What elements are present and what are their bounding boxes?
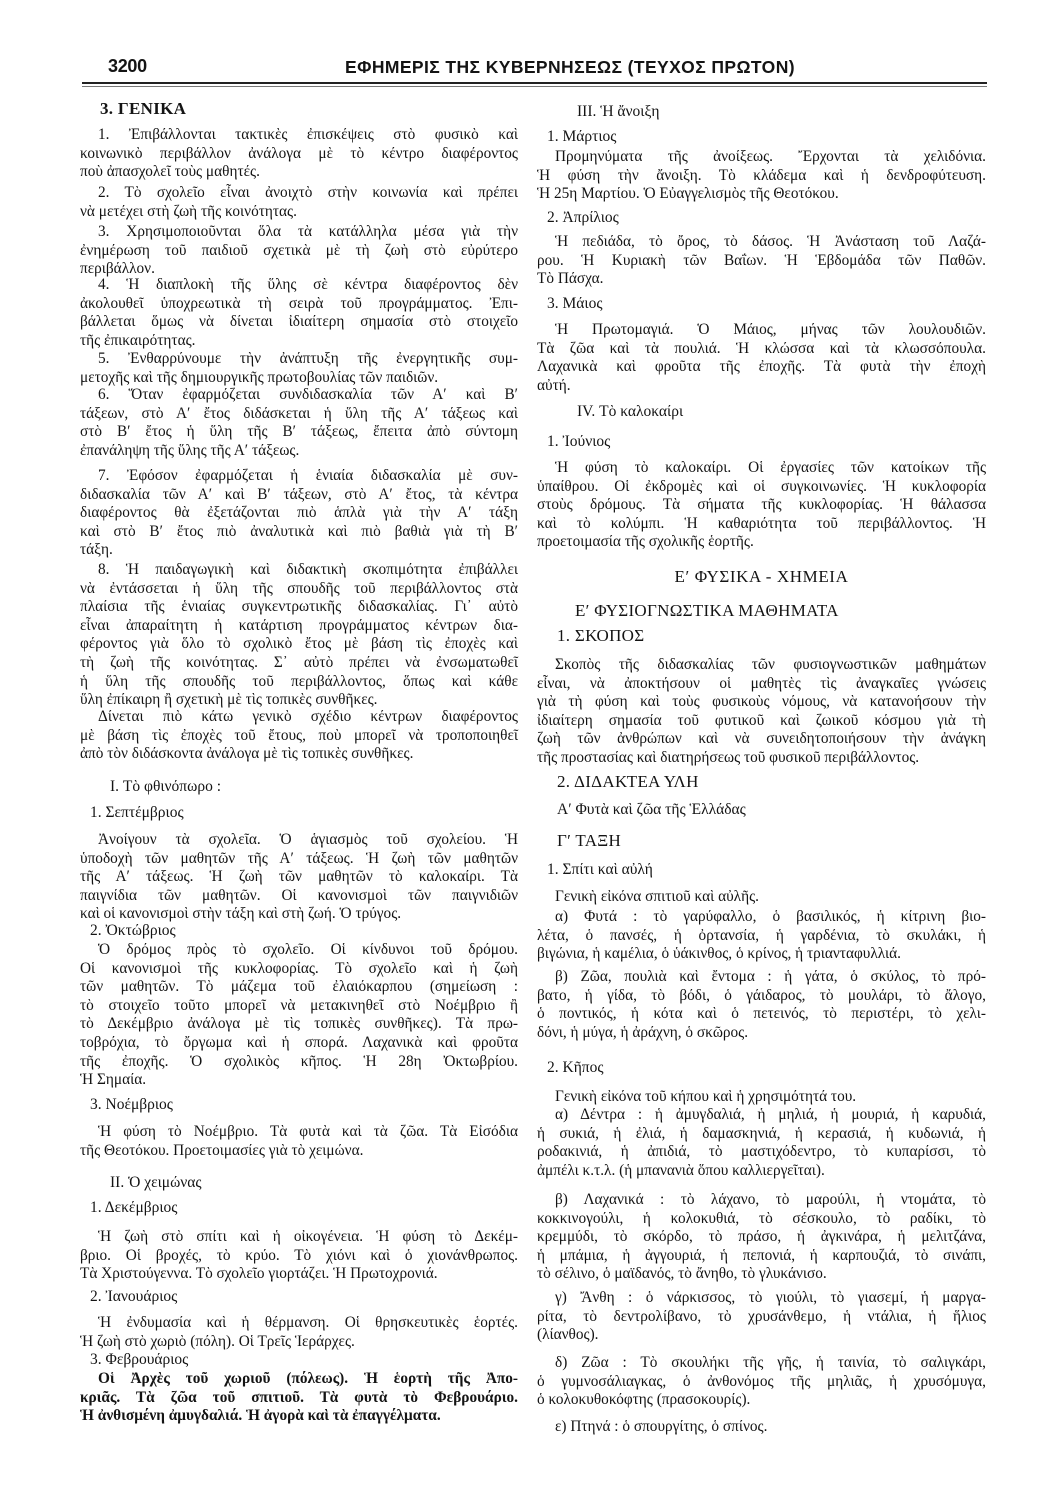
text-line: 2. Τὸ σχολεῖο εἶναι ἀνοιχτὸ στὴν κοινωνία καὶ πρέπει: [98, 184, 518, 201]
gazette-title: ΕΦΗΜΕΡΙΣ ΤΗΣ ΚΥΒΕΡΝΗΣΕΩΣ (ΤΕΥΧΟΣ ΠΡΩΤΟΝ): [345, 57, 795, 77]
text-line: Λαχανικὰ καὶ φροῦτα τῆς ἐποχῆς. Τὰ φυτὰ τὴν ἐποχὴ: [537, 358, 986, 376]
text-line: καὶ οἱ κανονισμοὶ στὴν τάξη καὶ στὴ ζωή. Ὁ τρύγος.: [80, 905, 402, 923]
june-text: [537, 459, 986, 552]
text-line: Ἡ ζωὴ στὸ χωριὸ (πόλη). Οἱ Τρεῖς Ἱεράρχες.: [80, 1332, 355, 1350]
month-heading-may: 3. Μάιος: [547, 295, 603, 312]
text-line: Γενικὴ εἰκόνα τοῦ κήπου καὶ ἡ χρησιμότητά του.: [555, 1088, 857, 1105]
aim-text: [537, 656, 986, 768]
text-line: ἰδιαίτερη σημασία τοῦ φυτικοῦ καὶ ζωικοῦ κόσμου γιὰ τὴ: [537, 711, 986, 729]
paragraph-3: [80, 223, 518, 279]
text-line: βιγώνια, ἡ καμέλια, ὁ ὑάκινθος, ὁ κρίνος, ἡ τριανταφυλλιά.: [537, 945, 901, 963]
april-text: [537, 233, 986, 289]
text-line: κριᾶς. Τὰ ζῶα τοῦ σπιτιοῦ. Τὰ φυτὰ τὸ Φεβρουάριο.: [80, 1388, 518, 1406]
text-line: τάξεων, στὸ Α′ ἔτος διδάσκεται ἡ ὕλη τῆς Α′ τάξεως καὶ: [80, 404, 518, 422]
october-text: [80, 941, 518, 1090]
text-line: Ἡ ζωὴ στὸ σπίτι καὶ ἡ οἰκογένεια. Ἡ φύση τὸ Δεκέμ-: [98, 1228, 518, 1245]
text-line: νὰ μετέχει στὴ ζωὴ τῆς κοινότητας.: [80, 202, 297, 220]
chapter-heading-natural-sciences: Ε′ ΦΥΣΙΟΓΝΩΣΤΙΚΑ ΜΑΘΗΜΑΤΑ: [575, 601, 839, 620]
text-line: προετοιμασία τῆς σχολικῆς ἑορτῆς.: [537, 533, 754, 551]
text-line: 8. Ἡ παιδαγωγικὴ καὶ διδακτικὴ σκοπιμότητα ἐπιβάλλει: [98, 561, 518, 578]
text-line: Ἡ Σημαία.: [80, 1071, 147, 1089]
december-text: [80, 1228, 518, 1284]
topic-heading-garden: 2. Κῆπος: [547, 1059, 604, 1076]
text-line: στοὺς δρόμους. Τὰ σήματα τῆς κυκλοφορίας. Ἡ θάλασσα: [537, 496, 986, 514]
text-line: μετοχῆς καὶ τῆς δημιουργικῆς πρωτοβουλίας τῶν παιδιῶν.: [80, 368, 439, 386]
text-line: ε) Πτηνά : ὁ σπουργίτης, ὁ σπίνος.: [555, 1418, 768, 1435]
text-line: ἡ ὕλη τῆς σπουδῆς τοῦ περιβάλλοντος, ὅπως καὶ κάθε: [80, 672, 518, 690]
text-line: τῆς Α′ τάξεως. Ἡ ζωὴ τῶν μαθητῶν τὸ καλοκαίρι. Τὰ: [80, 868, 518, 886]
text-line: γιὰ τὴ φύση καὶ τοὺς φυσικοὺς νόμους, νὰ κατανοήσουν τὴν: [537, 693, 986, 711]
garden-flowers: [537, 1289, 986, 1345]
text-line: Ἡ φύση τὸ καλοκαίρι. Οἱ ἐργασίες τῶν κατοίκων τῆς: [555, 459, 986, 476]
text-line: Προμηνύματα τῆς ἀνοίξεως. Ἔρχονται τὰ χελιδόνια.: [555, 148, 986, 165]
header-rule-thin: [82, 86, 987, 87]
september-text: [80, 831, 518, 924]
text-line: β) Λαχανικά : τὸ λάχανο, τὸ μαρούλι, ἡ ντομάτα, τὸ: [555, 1191, 986, 1208]
text-line: Ἡ 25η Μαρτίου. Ὁ Εὐαγγελισμὸς τῆς Θεοτόκου.: [537, 185, 839, 203]
month-heading-december: 1. Δεκέμβριος: [90, 1199, 178, 1216]
grade-heading: Γ′ ΤΑΞΗ: [557, 831, 622, 850]
garden-animals: [537, 1354, 986, 1410]
text-line: 1. Ἐπιβάλλονται τακτικὲς ἐπισκέψεις στὸ φυσικὸ καὶ: [98, 126, 518, 143]
text-line: ἐπανάληψη τῆς ὕλης τῆς Α′ τάξεως.: [80, 441, 300, 459]
paragraph-7: [80, 467, 518, 560]
text-line: Οἱ Ἀρχὲς τοῦ χωριοῦ (πόλεως). Ἡ ἑορτὴ τῆς Ἀπο-: [98, 1370, 518, 1387]
text-line: γ) Ἄνθη : ὁ νάρκισσος, τὸ γιούλι, τὸ γιασεμί, ἡ μαργα-: [555, 1289, 986, 1306]
text-line: εἶναι ἀπαραίτητη ἡ κατάρτιση προγράμματος κέντρων δια-: [80, 616, 518, 634]
garden-vegetables: [537, 1191, 986, 1284]
paragraph-1: [80, 126, 518, 182]
text-line: τῆς προστασίας καὶ διατηρήσεως τοῦ φυσικοῦ περιβάλλοντος.: [537, 748, 920, 766]
text-line: παιγνίδια τῶν μαθητῶν. Οἱ κανονισμοὶ τῶν παιγνιδιῶν: [80, 886, 518, 904]
text-line: διδασκαλία τῶν Α′ καὶ Β′ τάξεων, στὸ Α′ ἔτος, τὰ κέντρα: [80, 485, 518, 503]
text-line: μὲ βάση τὶς ἐποχὲς τοῦ ἔτους, ποὺ μπορεῖ νὰ τροποποιηθεῖ: [80, 726, 518, 744]
text-line: νὰ ἐντάσσεται ἡ ὕλη τῆς σπουδῆς τοῦ περιβάλλοντος στὰ: [80, 579, 518, 597]
paragraph-6: [80, 386, 518, 460]
text-line: Ἀνοίγουν τὰ σχολεῖα. Ὁ ἁγιασμὸς τοῦ σχολείου. Ἡ: [98, 831, 518, 848]
season-heading-summer: IV. Τὸ καλοκαίρι: [577, 403, 684, 420]
month-heading-february: 3. Φεβρουάριος: [90, 1351, 189, 1368]
text-line: ρου. Ἡ Κυριακὴ τῶν Βαΐων. Ἡ Ἑβδομάδα τῶν Παθῶν.: [537, 251, 986, 269]
season-heading-spring: III. Ἡ ἄνοιξη: [577, 103, 660, 120]
text-line: Οἱ κανονισμοὶ τῆς κυκλοφορίας. Τὸ σχολεῖο καὶ ἡ ζωὴ: [80, 959, 518, 977]
text-line: ὑπαίθρου. Οἱ ἐκδρομὲς καὶ οἱ συγκοινωνίες. Ἡ κυκλοφορία: [537, 477, 986, 495]
text-line: τοβρόχια, τὸ ὄργωμα καὶ ἡ σπορά. Λαχανικὰ καὶ φροῦτα: [80, 1033, 518, 1051]
house-intro: [537, 888, 986, 907]
house-plants: [537, 908, 986, 964]
text-line: ἀμπέλι κ.τ.λ. (ἡ μπανανιὰ ὅπου καλλιεργεῖται).: [537, 1161, 825, 1179]
text-line: λέτα, ὁ πανσές, ἡ ὀρτανσία, ἡ γαρδένια, τὸ σκυλάκι, ἡ: [537, 926, 986, 944]
text-line: ροδακινιά, ἡ ἀπιδιά, τὸ μαστιχόδεντρο, τὸ κυπαρίσσι, τὸ: [537, 1143, 986, 1161]
text-line: Ἡ ἐνδυμασία καὶ ἡ θέρμανση. Οἱ θρησκευτικὲς ἑορτές.: [98, 1314, 518, 1331]
text-line: εἶναι, νὰ ἀποκτήσουν οἱ μαθητὲς τὶς ἀναγκαῖες γνώσεις: [537, 674, 986, 692]
text-line: καὶ στὸ Β′ ἔτος πιὸ ἀναλυτικὰ καὶ πιὸ βαθιὰ γιὰ τὴ Β′: [80, 522, 518, 540]
paragraph-4: [80, 276, 518, 350]
month-heading-november: 3. Νοέμβριος: [90, 1096, 173, 1113]
text-line: βριο. Οἱ βροχές, τὸ κρύο. Τὸ χιόνι καὶ ὁ χιονάνθρωπος.: [80, 1246, 518, 1264]
text-line: τὸ Δεκέμβριο ἀνάλογα μὲ τὶς τοπικὲς συνθῆκες). Τὰ πρω-: [80, 1015, 518, 1033]
text-line: τῆς Θεοτόκου. Προετοιμασίες γιὰ τὸ χειμώνα.: [80, 1141, 364, 1159]
text-line: Ἡ φύση τὴν ἄνοιξη. Τὸ κλάδεμα καὶ ἡ δενδροφύτευση.: [537, 166, 986, 184]
text-line: τῶν μαθητῶν. Τὸ μάζεμα τοῦ ἐλαιόκαρπου (σημείωση :: [80, 978, 518, 996]
text-line: στὸ Β′ ἔτος ἡ ὕλη τῆς Β′ τάξεως, ἔπειτα ἀπὸ σύντομη: [80, 423, 518, 441]
text-line: α) Φυτά : τὸ γαρύφαλλο, ὁ βασιλικός, ἡ κίτρινη βιο-: [555, 908, 986, 925]
may-text: [537, 321, 986, 395]
text-line: Δίνεται πιὸ κάτω γενικὸ σχέδιο κέντρων διαφέροντος: [98, 708, 518, 725]
text-line: ὑποδοχὴ τῶν μαθητῶν τῆς Α′ τάξεως. Ἡ ζωὴ τῶν μαθητῶν: [80, 849, 518, 867]
month-heading-april: 2. Ἀπρίλιος: [547, 209, 619, 226]
text-line: 7. Ἐφόσον ἐφαρμόζεται ἡ ἑνιαία διδασκαλία μὲ συν-: [98, 467, 518, 484]
section-heading-syllabus: 2. ΔΙΔΑΚΤΕΑ ΥΛΗ: [557, 772, 699, 791]
subheading-plants-animals: Α′ Φυτὰ καὶ ζῶα τῆς Ἑλλάδας: [557, 801, 746, 818]
month-heading-january: 2. Ἰανουάριος: [90, 1288, 178, 1305]
topic-heading-house: 1. Σπίτι καὶ αὐλή: [547, 861, 653, 878]
text-line: (λίανθος).: [537, 1326, 599, 1344]
month-heading-october: 2. Ὀκτώβριος: [90, 922, 176, 939]
text-line: β) Ζῶα, πουλιὰ καὶ ἔντομα : ἡ γάτα, ὁ σκύλος, τὸ πρό-: [555, 968, 986, 985]
text-line: 3. Χρησιμοποιοῦνται ὅλα τὰ κατάλληλα μέσα γιὰ τὴν: [98, 223, 518, 240]
text-line: ὁ κολοκυθοκόφτης (πρασοκουρίς).: [537, 1391, 751, 1409]
text-line: τὸ στοιχεῖο τοῦτο μπορεῖ νὰ μετακινηθεῖ στὸ Νοέμβριο ἢ: [80, 996, 518, 1014]
text-line: ὕλη ἐπίκαιρη ἢ σχετικὴ μὲ τὶς τοπικὲς συνθῆκες.: [80, 691, 378, 709]
november-text: [80, 1123, 518, 1160]
text-line: Ὁ δρόμος πρὸς τὸ σχολεῖο. Οἱ κίνδυνοι τοῦ δρόμου.: [98, 941, 518, 958]
text-line: 5. Ἐνθαρρύνουμε τὴν ἀνάπτυξη τῆς ἐνεργητικῆς συμ-: [98, 350, 518, 367]
text-line: τάξη.: [80, 541, 113, 559]
text-line: Ἡ Πρωτομαγιά. Ὁ Μάιος, μήνας τῶν λουλουδιῶν.: [555, 321, 986, 338]
text-line: ρίτα, τὸ δεντρολίβανο, τὸ χρυσάνθεμο, ἡ ντάλια, ἡ ἥλιος: [537, 1307, 986, 1325]
text-line: περιβάλλον.: [80, 260, 155, 278]
text-line: Ἡ ἀνθισμένη ἀμυγδαλιά. Ἡ ἀγορὰ καὶ τὰ ἐπαγγέλματα.: [80, 1407, 441, 1425]
house-animals: [537, 968, 986, 1042]
text-line: ἐνημέρωση τοῦ παιδιοῦ σχετικὰ μὲ τὴ ζωὴ στὸ εὐρύτερο: [80, 241, 518, 259]
paragraph-8: [80, 561, 518, 710]
february-text: [80, 1370, 518, 1426]
month-heading-september: 1. Σεπτέμβριος: [90, 804, 184, 821]
text-line: φέροντος γιὰ ὅλο τὸ σχολικὸ ἔτος μὲ βάση τὶς ἐποχὲς καὶ: [80, 635, 518, 653]
text-line: Τὰ Χριστούγεννα. Τὸ σχολεῖο γιορτάζει. Ἡ Πρωτοχρονιά.: [80, 1265, 438, 1283]
text-line: Γενικὴ εἰκόνα σπιτιοῦ καὶ αὐλῆς.: [555, 888, 759, 905]
section-heading-aim: 1. ΣΚΟΠΟΣ: [557, 626, 645, 645]
text-line: κοκκινογούλι, ἡ κολοκυθιά, τὸ σέσκουλο, τὸ ραδίκι, τὸ: [537, 1209, 986, 1227]
text-line: 6. Ὅταν ἐφαρμόζεται συνδιδασκαλία τῶν Α′ καὶ Β′: [98, 386, 518, 403]
text-line: Ἡ φύση τὸ Νοέμβριο. Τὰ φυτὰ καὶ τὰ ζῶα. Τὰ Εἰσόδια: [98, 1123, 518, 1140]
text-line: ἀπὸ τὸν διδάσκοντα ἀνάλογα μὲ τὶς τοπικὲς συνθῆκες.: [80, 745, 414, 763]
text-line: Τὸ Πάσχα.: [537, 270, 604, 288]
chapter-heading-physics-chemistry: Ε′ ΦΥΣΙΚΑ - ΧΗΜΕΙΑ: [674, 567, 849, 586]
header-rule: [82, 82, 987, 84]
text-line: βάλλεται ὅμως νὰ δίνεται ἰδιαίτερη σημασία στὸ στοιχεῖο: [80, 313, 518, 331]
text-line: κρεμμύδι, τὸ σκόρδο, τὸ πράσο, ἡ ἀγκινάρα, ἡ μελιτζάνα,: [537, 1228, 986, 1246]
text-line: ποὺ ἀπασχολεῖ τοὺς μαθητές.: [80, 163, 260, 181]
month-heading-june: 1. Ἰούνιος: [547, 433, 611, 450]
text-line: ὁ γυμνοσάλιαγκας, ὁ ἀνθονόμος τῆς μηλιᾶς, ἡ χρυσόμυγα,: [537, 1372, 986, 1390]
season-heading-autumn: I. Τὸ φθινόπωρο :: [110, 778, 221, 795]
month-heading-march: 1. Μάρτιος: [547, 128, 617, 145]
text-line: δόνι, ἡ μύγα, ἡ ἀράχνη, ὁ σκῶρος.: [537, 1023, 749, 1041]
text-line: διαφέροντος θὰ ἐξετάζονται πιὸ ἁπλὰ γιὰ τὴν Α′ τάξη: [80, 504, 518, 522]
text-line: Σκοπὸς τῆς διδασκαλίας τῶν φυσιογνωστικῶν μαθημάτων: [555, 656, 986, 673]
text-line: 4. Ἡ διαπλοκὴ τῆς ὕλης σὲ κέντρα διαφέροντος δὲν: [98, 276, 518, 293]
text-line: ὁ ποντικός, ἡ κότα καὶ ὁ πετεινός, τὸ περιστέρι, τὸ χελι-: [537, 1005, 986, 1023]
paragraph-5: [80, 350, 518, 387]
text-line: πλαίσια τῆς ἑνιαίας συγκεντρωτικῆς διδασκαλίας. Γι᾽ αὐτὸ: [80, 598, 518, 616]
text-line: τὸ σέλινο, ὁ μαϊδανός, τὸ ἄνηθο, τὸ γλυκάνισο.: [537, 1265, 827, 1283]
page-number: 3200: [108, 56, 147, 76]
text-line: αὐτή.: [537, 376, 571, 394]
text-line: καὶ τὸ κολύμπι. Ἡ καθαριότητα τοῦ περιβάλλοντος. Ἡ: [537, 514, 986, 532]
text-line: τῆς ἐποχῆς. Ὁ σχολικὸς κῆπος. Ἡ 28η Ὀκτωβρίου.: [80, 1052, 518, 1070]
garden-birds: [537, 1418, 986, 1437]
text-line: τὴ ζωὴ τῆς κοινότητας. Σ᾽ αὐτὸ πρέπει νὰ ἐνσωματωθεῖ: [80, 653, 518, 671]
text-line: βατο, ἡ γίδα, τὸ βόδι, ὁ γάιδαρος, τὸ μουλάρι, τὸ ἄλογο,: [537, 986, 986, 1004]
text-line: τῆς ἐπικαιρότητας.: [80, 331, 196, 349]
text-line: α) Δέντρα : ἡ ἀμυγδαλιά, ἡ μηλιά, ἡ μουριά, ἡ καρυδιά,: [555, 1106, 986, 1123]
text-line: Τὰ ζῶα καὶ τὰ πουλιά. Ἡ κλώσσα καὶ τὰ κλωσσόπουλα.: [537, 339, 986, 357]
january-text: [80, 1314, 518, 1351]
paragraph-2: [80, 184, 518, 221]
garden-intro: [537, 1088, 986, 1107]
text-line: ἀκολουθεῖ ὑποχρεωτικὰ τὴ σειρὰ τοῦ προγράμματος. Ἐπι-: [80, 294, 518, 312]
text-line: ζωὴ τῶν ἀνθρώπων καὶ νὰ συνειδητοποιήσουν τὴν ἀνάγκη: [537, 730, 986, 748]
text-line: δ) Ζῶα : Τὸ σκουλήκι τῆς γῆς, ἡ ταινία, τὸ σαλιγκάρι,: [555, 1354, 986, 1371]
march-text: [537, 148, 986, 204]
text-line: κοινωνικὸ περιβάλλον ἀνάλογα μὲ τὸ κέντρο διαφέροντος: [80, 144, 518, 162]
text-line: ἡ συκιά, ἡ ἐλιά, ἡ δαμασκηνιά, ἡ κερασιά, ἡ κυδωνιά, ἡ: [537, 1124, 986, 1142]
text-line: Ἡ πεδιάδα, τὸ ὄρος, τὸ δάσος. Ἡ Ἀνάσταση τοῦ Λαζά-: [555, 233, 986, 250]
garden-trees: [537, 1106, 986, 1180]
paragraph-plan-intro: [80, 708, 518, 764]
season-heading-winter: II. Ὁ χειμώνας: [110, 1174, 202, 1191]
section-heading-general: 3. ΓΕΝΙΚΑ: [100, 99, 187, 118]
text-line: ἡ μπάμια, ἡ ἀγγουριά, ἡ πεπονιά, ἡ καρπουζιά, τὸ σινάπι,: [537, 1246, 986, 1264]
